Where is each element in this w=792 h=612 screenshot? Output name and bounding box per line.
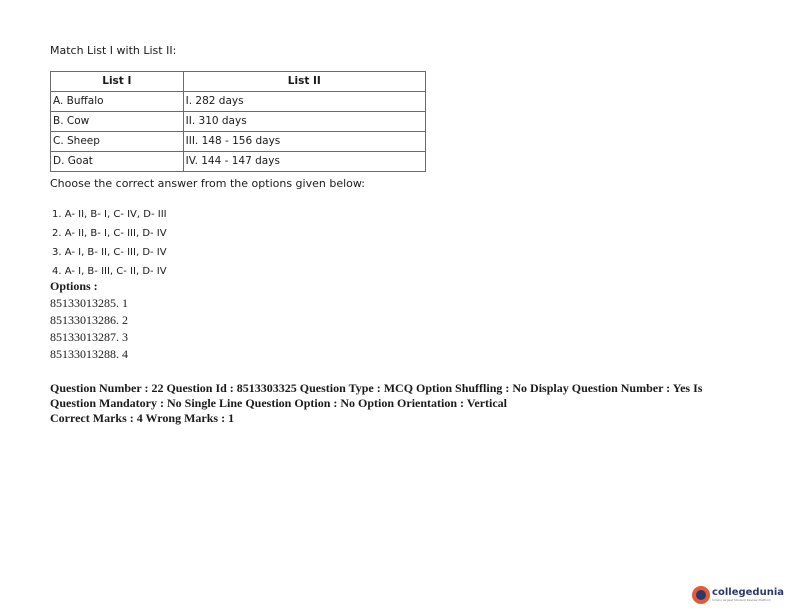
table-cell: II. 310 days [183,112,425,132]
table-cell: C. Sheep [51,132,184,152]
table-row [51,112,426,132]
answer-choices [52,205,167,281]
choice-item: 4. A- I, B- III, C- II, D- IV [52,266,167,277]
logo-wordmark: collegedunia [712,587,784,598]
options-block [50,278,128,363]
option-id-row: 85133013286. 2 [50,313,128,327]
option-id-row: 85133013285. 1 [50,296,128,310]
table-cell: III. 148 - 156 days [183,132,425,152]
table-cell: D. Goat [51,152,184,172]
choice-item: 1. A- II, B- I, C- IV, D- III [52,209,167,220]
collegedunia-logo-icon [692,586,710,604]
question-metadata-line: Question Number : 22 Question Id : 8513303325 Question Type : MCQ Option Shuffling : No Display Question Number : Yes Is Question Mandatory : No Single Line Question Option : No Option Orientation : Vertical [50,381,703,410]
table-row [51,92,426,112]
option-id-row: 85133013288. 4 [50,347,128,361]
marks-line: Correct Marks : 4 Wrong Marks : 1 [50,411,235,425]
options-heading: Options : [50,279,98,293]
choice-item: 3. A- I, B- II, C- III, D- IV [52,247,167,258]
table-cell: IV. 144 - 147 days [183,152,425,172]
question-prompt: Match List I with List II: [50,44,177,57]
logo-tagline: India's largest Student Review Platform [712,598,772,602]
table-cell: I. 282 days [183,92,425,112]
match-table [50,71,426,172]
table-cell: B. Cow [51,112,184,132]
table-header-row [51,72,426,92]
column-header-list-2: List II [183,72,425,92]
instruction-text: Choose the correct answer from the options given below: [50,177,365,190]
choice-item: 2. A- II, B- I, C- III, D- IV [52,228,167,239]
table-row [51,152,426,172]
option-id-row: 85133013287. 3 [50,330,128,344]
column-header-list-1: List I [51,72,184,92]
question-metadata [50,381,740,426]
table-cell: A. Buffalo [51,92,184,112]
collegedunia-logo [692,586,784,604]
table-row [51,132,426,152]
